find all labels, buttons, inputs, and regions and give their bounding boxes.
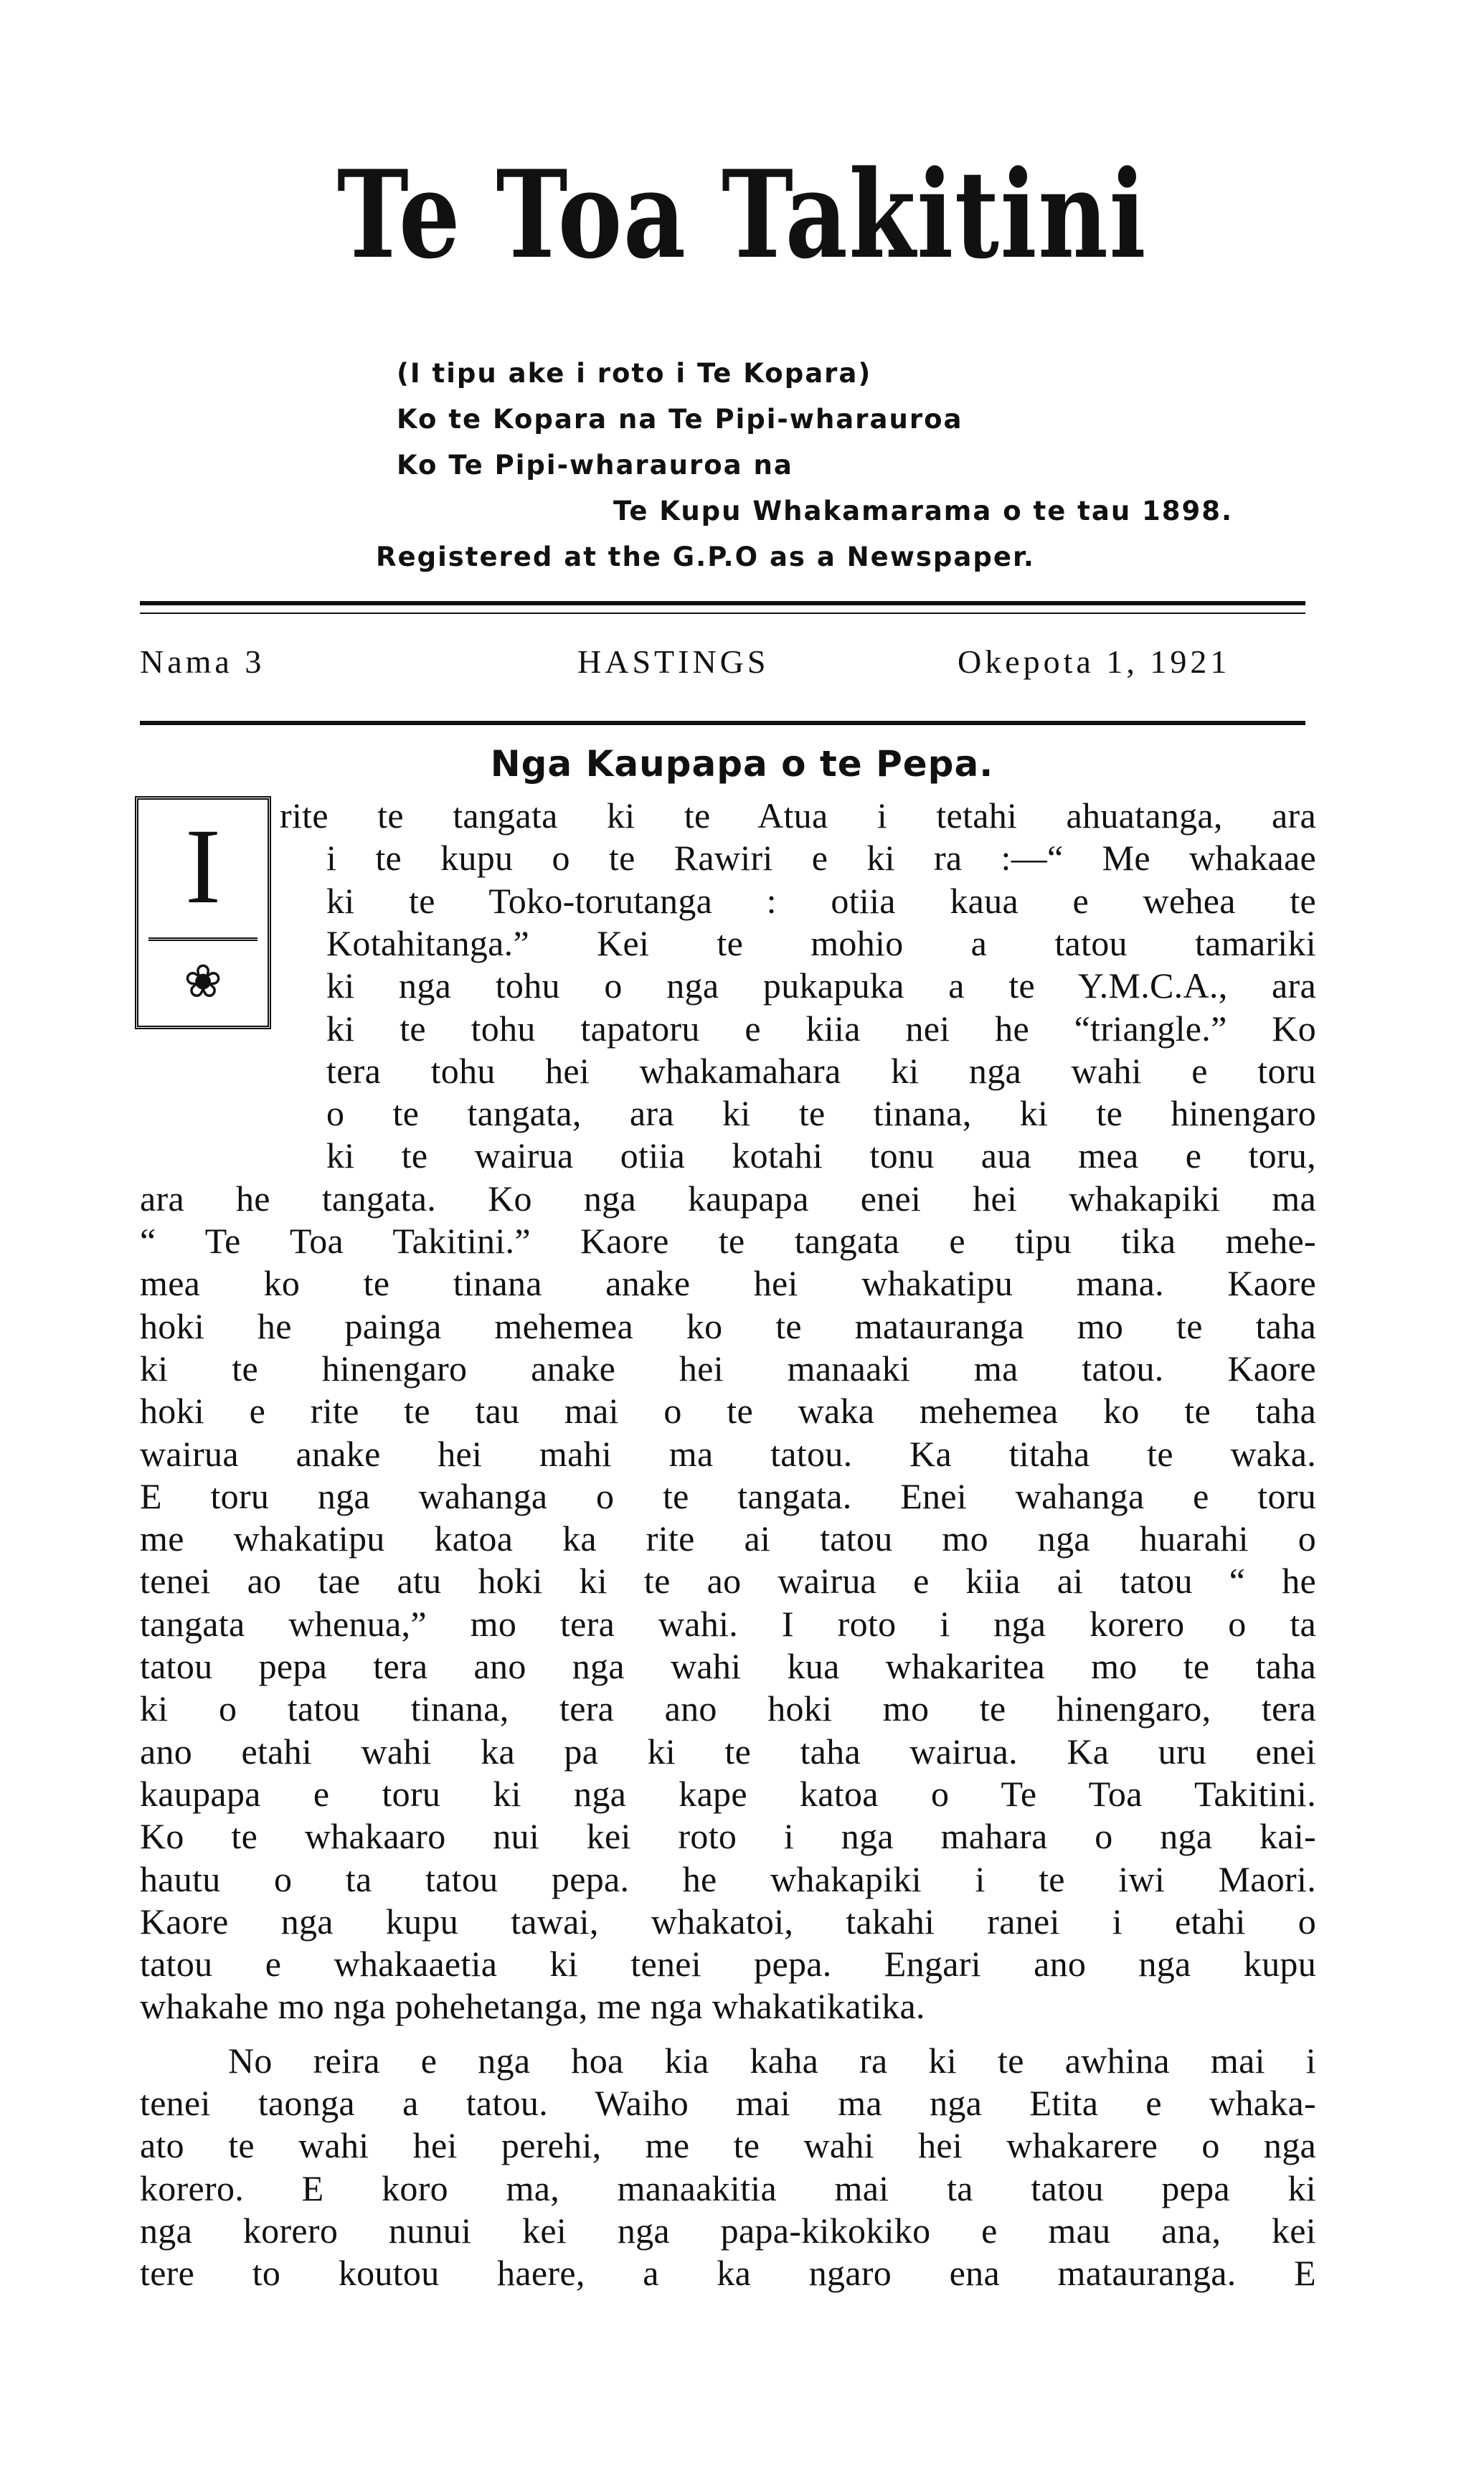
- article-line: tera tohu hei whakamahara ki nga wahi e toru: [326, 1050, 1316, 1091]
- masthead-line-2: Ko te Kopara na Te Pipi-wharauroa: [397, 404, 963, 435]
- flower-ornament-icon: ❀: [184, 955, 222, 1008]
- masthead-registration: Registered at the G.P.O as a Newspaper.: [376, 542, 1035, 572]
- article-line: ki te hinengaro anake hei manaaki ma tatou. Kaore: [140, 1348, 1316, 1389]
- article-line: kaupapa e toru ki nga kape katoa o Te Toa Takitini.: [140, 1773, 1316, 1814]
- article-line: ki te wairua otiia kotahi tonu aua mea e toru,: [326, 1135, 1316, 1176]
- masthead-title: Te Toa Takitini: [336, 143, 1148, 285]
- article-line: ato te wahi hei perehi, me te wahi hei whakarere o nga: [140, 2125, 1316, 2166]
- dropcap-letter: I: [185, 807, 221, 926]
- article-line: ara he tangata. Ko nga kaupapa enei hei whakapiki ma: [140, 1178, 1316, 1219]
- top-rule-thick: [140, 601, 1305, 605]
- article-line: korero. E koro ma, manaakitia mai ta tatou pepa ki: [140, 2167, 1316, 2208]
- article-line: rite te tangata ki te Atua i tetahi ahuatanga, ara: [280, 795, 1316, 836]
- article-line: hoki e rite te tau mai o te waka mehemea ko te taha: [140, 1391, 1316, 1432]
- masthead-line-4: Te Kupu Whakamarama o te tau 1898.: [613, 496, 1234, 526]
- issue-number: Nama 3: [140, 643, 265, 680]
- article-line: tenei ao tae atu hoki ki te ao wairua e kiia ai tatou “ he: [140, 1561, 1316, 1602]
- article-line: i te kupu o te Rawiri e ki ra :—“ Me whakaae: [326, 838, 1316, 879]
- article-line: hoki he painga mehemea ko te matauranga mo te taha: [140, 1305, 1316, 1346]
- article-line: mea ko te tinana anake hei whakatipu mana. Kaore: [140, 1263, 1316, 1304]
- article-line: ki te tohu tapatoru e kiia nei he “triangle.” Ko: [326, 1008, 1316, 1049]
- masthead-line-1: (I tipu ake i roto i Te Kopara): [397, 358, 872, 389]
- article-line: tere to koutou haere, a ka ngaro ena matauranga. E: [140, 2253, 1316, 2294]
- dropcap-box: [135, 796, 271, 1029]
- article-line: E toru nga wahanga o te tangata. Enei wahanga e toru: [140, 1475, 1316, 1516]
- article-title: Nga Kaupapa o te Pepa.: [490, 743, 994, 785]
- article-line: tatou e whakaaetia ki tenei pepa. Engari ano nga kupu: [140, 1944, 1316, 1985]
- article-line: Kaore nga kupu tawai, whakatoi, takahi ranei i etahi o: [140, 1901, 1316, 1942]
- place-name: HASTINGS: [577, 643, 770, 680]
- article-line: “ Te Toa Takitini.” Kaore te tangata e tipu tika mehe-: [140, 1221, 1316, 1261]
- article-line: Ko te whakaaro nui kei roto i nga mahara o nga kai-: [140, 1816, 1316, 1857]
- article-line: wairua anake hei mahi ma tatou. Ka titaha te waka.: [140, 1433, 1316, 1474]
- article-line: ano etahi wahi ka pa ki te taha wairua. Ka uru enei: [140, 1731, 1316, 1772]
- article-line: tatou pepa tera ano nga wahi kua whakaritea mo te taha: [140, 1646, 1316, 1686]
- article-line: ki te Toko-torutanga : otiia kaua e wehea te: [326, 880, 1316, 921]
- article-line: tenei taonga a tatou. Waiho mai ma nga Etita e whaka-: [140, 2083, 1316, 2123]
- article-line: ki nga tohu o nga pukapuka a te Y.M.C.A., ara: [326, 965, 1316, 1006]
- article-line: ki o tatou tinana, tera ano hoki mo te hinengaro, tera: [140, 1688, 1316, 1729]
- article-line: hautu o ta tatou pepa. he whakapiki i te iwi Maori.: [140, 1858, 1316, 1899]
- article-line: tangata whenua,” mo tera wahi. I roto i nga korero o ta: [140, 1603, 1316, 1644]
- dropcap-divider: [148, 937, 257, 941]
- top-rule-thin: [140, 613, 1305, 614]
- article-line: No reira e nga hoa kia kaha ra ki te awhina mai i: [228, 2040, 1316, 2081]
- article-line: o te tangata, ara ki te tinana, ki te hinengaro: [326, 1093, 1316, 1134]
- dateline-rule: [140, 721, 1305, 725]
- masthead-line-3: Ko Te Pipi-wharauroa na: [397, 450, 793, 481]
- article-line: nga korero nunui kei nga papa-kikokiko e mau ana, kei: [140, 2210, 1316, 2251]
- article-line: me whakatipu katoa ka rite ai tatou mo nga huarahi o: [140, 1518, 1316, 1559]
- article-line: whakahe mo nga pohehetanga, me nga whakatikatika.: [140, 1986, 925, 2027]
- issue-date: Okepota 1, 1921: [958, 643, 1231, 680]
- article-line: Kotahitanga.” Kei te mohio a tatou tamariki: [326, 922, 1316, 963]
